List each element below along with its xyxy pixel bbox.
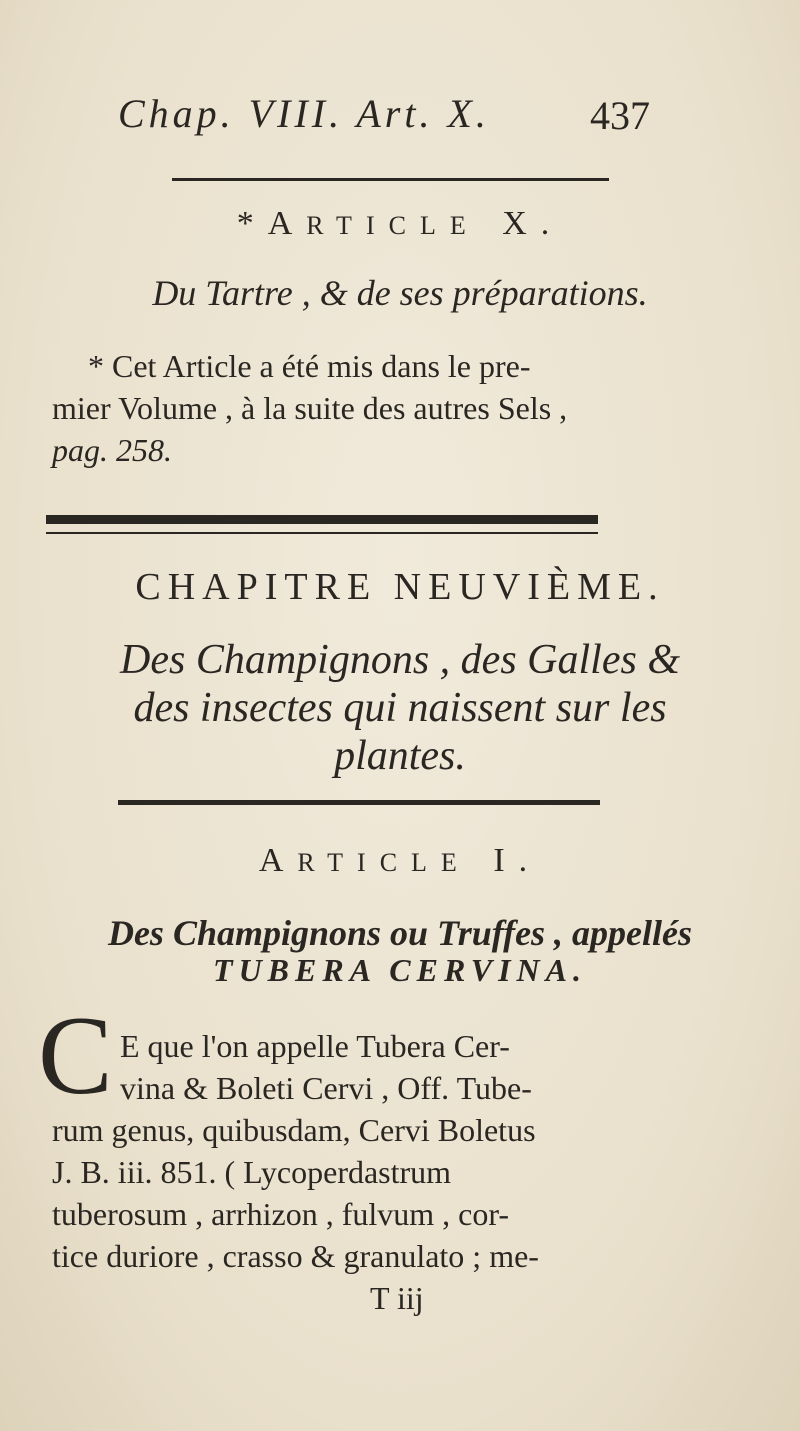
- body-line-4: J. B. iii. 851. ( Lycoperdastrum: [52, 1154, 452, 1190]
- article-i-number: I.: [493, 842, 542, 879]
- chapter-title: CHAPITRE NEUVIÈME.: [135, 566, 665, 608]
- chapter-rule-thick: [46, 515, 598, 524]
- chapter-subtitle-line-2: des insectes qui naissent sur les: [133, 685, 667, 731]
- chapter-subtitle-line-3: plantes.: [334, 733, 466, 779]
- article-x-note-line-3: pag. 258.: [52, 432, 172, 468]
- article-i-heading: [0, 842, 800, 880]
- body-line-2: vina & Boleti Cervi , Off. Tube-: [120, 1070, 532, 1106]
- article-x-note-line-2: mier Volume , à la suite des autres Sels ,: [52, 390, 568, 426]
- chapter-rule-thin: [46, 532, 598, 534]
- chapter-subtitle-line-1: Des Champignons , des Galles &: [120, 637, 680, 683]
- article-x-heading-prefix: *A: [236, 205, 307, 242]
- running-head: Chap. VIII. Art. X.: [118, 91, 490, 136]
- article-rule: [118, 800, 600, 805]
- page-number: 437: [590, 93, 650, 138]
- article-x-title: Du Tartre , & de ses préparations.: [152, 273, 648, 313]
- drop-cap: C: [38, 994, 113, 1118]
- body-line-6: tice duriore , crasso & granulato ; me-: [52, 1238, 539, 1274]
- body-line-5: tuberosum , arrhizon , fulvum , cor-: [52, 1196, 510, 1232]
- article-x-note-line-1: * Cet Article a été mis dans le pre-: [88, 348, 531, 384]
- article-x-heading-rest: RTICLE: [306, 211, 480, 240]
- header-rule: [172, 178, 609, 181]
- body-line-1: E que l'on appelle Tubera Cer-: [120, 1028, 510, 1064]
- body-line-3: rum genus, quibusdam, Cervi Boletus: [52, 1112, 536, 1148]
- article-i-title-line-2: TUBERA CERVINA.: [213, 952, 587, 988]
- article-i-heading-rest: RTICLE: [297, 848, 471, 877]
- article-i-title-line-1: Des Champignons ou Truffes , appellés: [107, 913, 693, 953]
- article-i-heading-prefix: A: [258, 842, 298, 879]
- article-x-number: X.: [502, 205, 564, 242]
- article-x-heading: [0, 205, 800, 243]
- signature-mark: T iij: [370, 1280, 424, 1316]
